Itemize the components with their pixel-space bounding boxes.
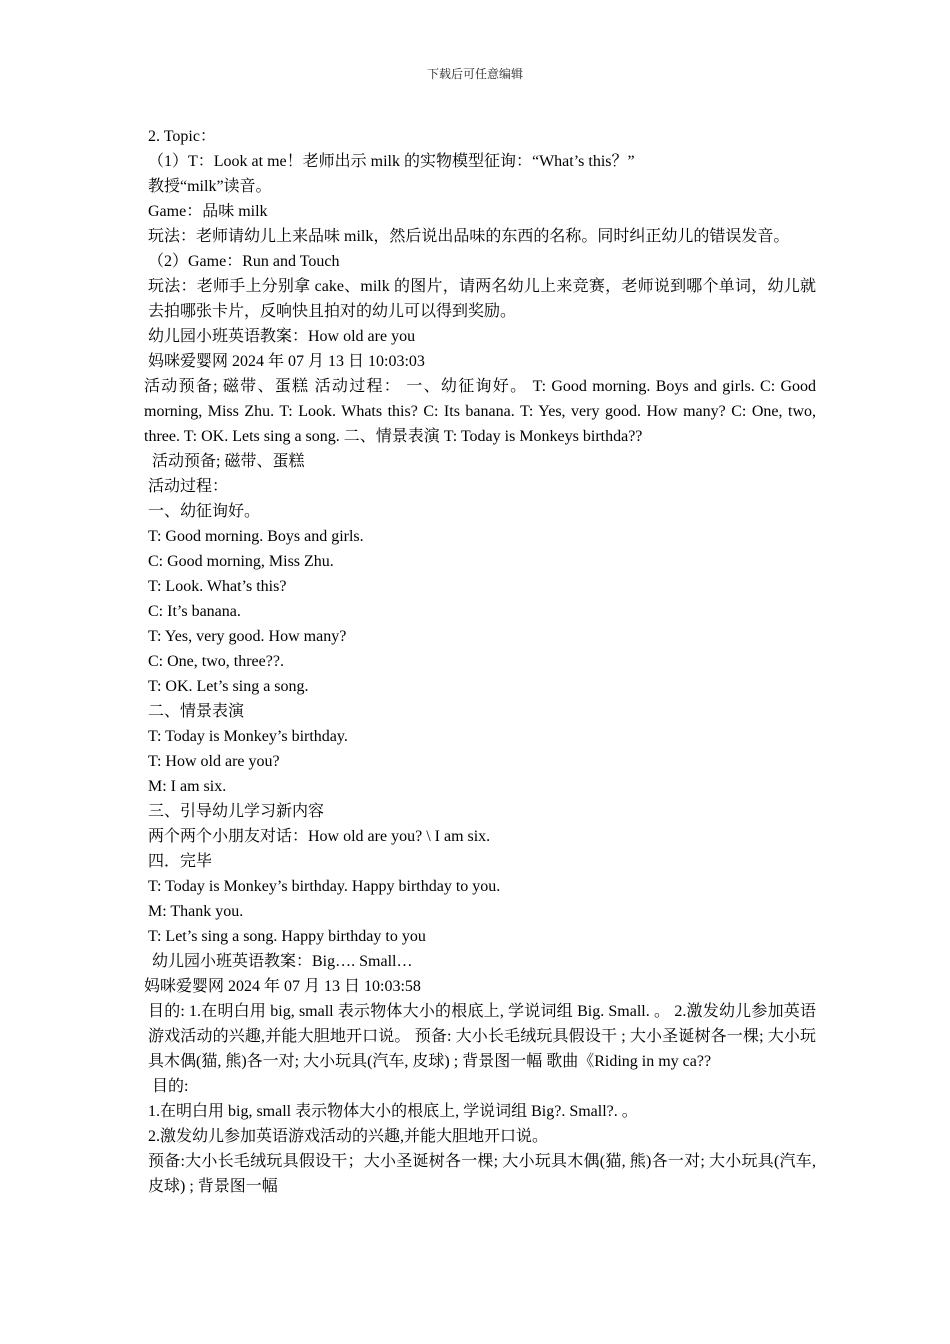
teach-pronunciation: 教授“milk”读音。 [148,178,272,195]
section-role-play: 二、情景表演 [148,703,245,720]
goals-heading: 目的: [152,1078,189,1095]
prep-materials-1: 活动预备; 磁带、蛋糕 [152,453,305,470]
dialogue-line: C: One, two, three??. [148,653,284,670]
goal-2: 2.激发幼儿参加英语游戏活动的兴趣,并能大胆地开口说。 [148,1128,549,1145]
dialogue-line: T: Today is Monkey’s birthday. [148,728,348,745]
activity-process-heading: 活动过程： [148,478,229,495]
topic-step-1: （1）T：Look at me！老师出示 milk 的实物模型征询：“What’s this？” [148,153,635,170]
page-header: 下载后可任意编辑 [426,67,523,81]
dialogue-line: T: OK. Let’s sing a song. [148,678,309,695]
lesson-summary-2: 目的: 1.在明白用 big, small 表示物体大小的根底上, 学说词组 Big. Small. 。 2.激发幼儿参加英语游戏活动的兴趣,并能大胆地开口说。 预备: 大小长毛绒玩具假设干 ; 大小圣诞树各一棵; 大小玩具木偶(猫, 熊)各一对; 大小玩具(汽车, 皮球) ; 背景图一幅 歌曲《Riding in my ca?? [148,1003,816,1070]
prep-materials-2: 预备:大小长毛绒玩具假设干；大小圣诞树各一棵; 大小玩具木偶(猫, 熊)各一对; 大小玩具(汽车, 皮球) ; 背景图一幅 [148,1153,816,1195]
game-run-touch-rules: 玩法：老师手上分别拿 cake、milk 的图片，请两名幼儿上来竞赛，老师说到哪个单词，幼儿就去拍哪张卡片，反响快且拍对的幼儿可以得到奖励。 [148,278,816,320]
dialogue-line: T: Look. What’s this? [148,578,287,595]
lesson-summary-1: 活动预备; 磁带、蛋糕 活动过程： 一、幼征询好。 T: Good morning. Boys and girls. C: Good morning, Miss Zhu. T: Look. Whats this? C: Its banana. T: Yes, very good. How many? C: One, two, three. T: OK. Lets sing a song. 二、情景表演 T: Today is Monkeys birthda?? [144,378,816,445]
pair-dialogue: 两个两个小朋友对话：How old are you? \ I am six. [148,828,491,845]
topic-heading: 2. Topic： [148,128,216,145]
dialogue-line: T: How old are you? [148,753,280,770]
lesson-source-date-2: 妈咪爱婴网 2024 年 07 月 13 日 10:03:58 [144,978,421,995]
dialogue-line: C: It’s banana. [148,603,241,620]
section-greeting: 一、幼征询好。 [148,503,261,520]
document-body [144,124,816,1199]
section-end: 四．完毕 [148,853,213,870]
topic-step-2: （2）Game：Run and Touch [148,253,340,270]
goal-1: 1.在明白用 big, small 表示物体大小的根底上, 学说词组 Big?. Small?. 。 [148,1103,638,1120]
lesson-title-how-old: 幼儿园小班英语教案：How old are you [148,328,416,345]
lesson-source-date-1: 妈咪爱婴网 2024 年 07 月 13 日 10:03:03 [148,353,425,370]
lesson-title-big-small: 幼儿园小班英语教案：Big…. Small… [152,953,413,970]
dialogue-line: T: Let’s sing a song. Happy birthday to you [148,928,426,945]
dialogue-line: T: Good morning. Boys and girls. [148,528,364,545]
dialogue-line: T: Today is Monkey’s birthday. Happy birthday to you. [148,878,501,895]
dialogue-line: T: Yes, very good. How many? [148,628,347,645]
section-new-content: 三、引导幼儿学习新内容 [148,803,325,820]
dialogue-line: M: I am six. [148,778,227,795]
game-taste-rules: 玩法：老师请幼儿上来品味 milk，然后说出品味的东西的名称。同时纠正幼儿的错误发音。 [148,228,790,245]
game-taste-milk: Game：品味 milk [148,203,268,220]
dialogue-line: M: Thank you. [148,903,244,920]
dialogue-line: C: Good morning, Miss Zhu. [148,553,334,570]
